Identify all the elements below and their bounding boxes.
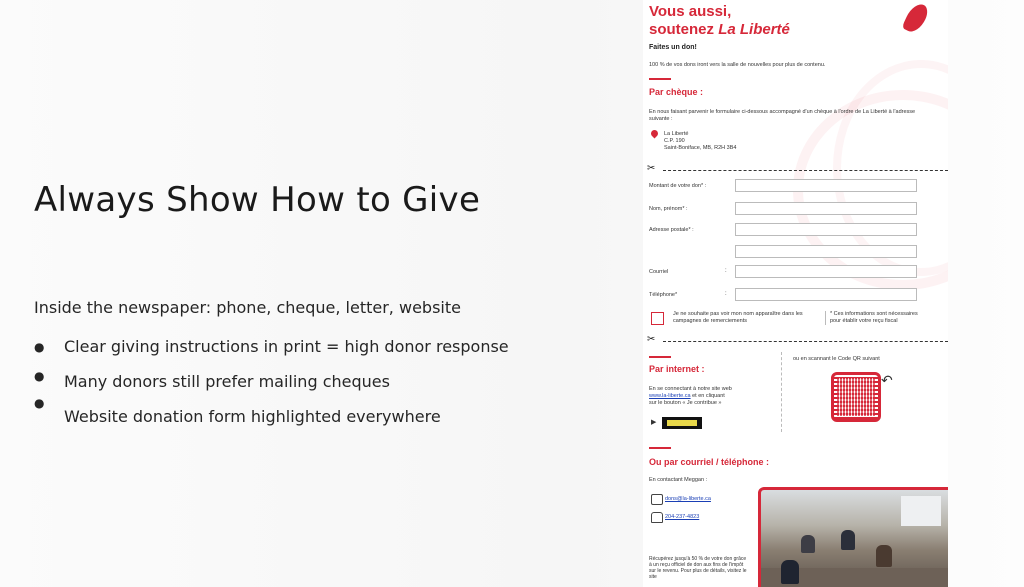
curved-arrow-icon: ↶ bbox=[881, 372, 893, 388]
website-link[interactable]: www.la-liberte.ca bbox=[649, 393, 691, 399]
cut-line bbox=[663, 341, 948, 342]
bullet-dot-icon: ● bbox=[34, 396, 45, 410]
phone-field[interactable] bbox=[735, 288, 917, 301]
bullet-item bbox=[34, 369, 509, 407]
address-field-line1[interactable] bbox=[735, 223, 917, 236]
address-label: Adresse postale* : bbox=[649, 227, 694, 233]
consent-checkbox[interactable] bbox=[651, 312, 664, 325]
address-field-line2[interactable] bbox=[735, 245, 917, 258]
bullet-dot-icon: ● bbox=[34, 369, 45, 383]
flyer-headline: Vous aussi, soutenez La Liberté bbox=[649, 3, 790, 38]
phone-colon: : bbox=[725, 291, 727, 297]
section-rule bbox=[649, 447, 671, 449]
bullet-dot-icon: ● bbox=[34, 340, 45, 354]
contribute-button[interactable] bbox=[662, 417, 702, 429]
flyer-subhead: Faites un don! bbox=[649, 44, 697, 51]
qr-caption: ou en scannant le Code QR suivant bbox=[793, 356, 880, 362]
section-rule bbox=[649, 78, 671, 80]
scissors-icon: ✂ bbox=[647, 334, 656, 345]
bullet-text: Website donation form highlighted everywhere bbox=[64, 407, 441, 426]
cheque-instructions: En nous faisant parvenir le formulaire ci-dessous accompagné d'un chèque à l'ordre de La Liberté à l'adresse suivante : bbox=[649, 109, 916, 122]
bullet-item bbox=[34, 337, 509, 372]
location-pin-icon bbox=[650, 129, 660, 139]
contact-email-link[interactable]: dons@la-liberte.ca bbox=[665, 496, 711, 502]
newsroom-photo bbox=[758, 487, 948, 587]
consent-text: Je ne souhaite pas voir mon nom apparaître dans les campagnes de remerciements bbox=[673, 311, 803, 324]
email-colon: : bbox=[725, 268, 727, 274]
bullet-text: Many donors still prefer mailing cheques bbox=[64, 372, 390, 391]
divider bbox=[781, 352, 783, 432]
amount-label: Montant de votre don* : bbox=[649, 183, 707, 189]
bullet-list bbox=[34, 337, 509, 442]
contact-text: En contactant Meggan : bbox=[649, 477, 708, 483]
internet-text: En se connectant à notre site web www.la-liberte.ca et en cliquant sur le bouton « Je contribue » bbox=[649, 386, 732, 406]
flyer-tagline: 100 % de vos dons iront vers la salle de nouvelles pour plus de contenu. bbox=[649, 62, 826, 68]
bullet-text: Clear giving instructions in print = high donor response bbox=[64, 337, 509, 356]
internet-heading: Par internet : bbox=[649, 364, 705, 374]
name-label: Nom, prénom* : bbox=[649, 206, 688, 212]
tax-note: * Ces informations sont nécessaires pour établir votre reçu fiscal bbox=[825, 311, 930, 325]
brand-swoosh-icon bbox=[902, 1, 931, 36]
email-field[interactable] bbox=[735, 265, 917, 278]
scissors-icon: ✂ bbox=[647, 163, 656, 174]
cut-line bbox=[663, 170, 948, 171]
tax-footnote: Récupérez jusqu'à 50 % de votre don grâce à un reçu officiel de don aux fins de l'impôt sur le revenu. Pour plus de détails, visitez le site bbox=[649, 556, 747, 580]
phone-label: Téléphone* bbox=[649, 292, 678, 298]
donation-flyer bbox=[643, 0, 948, 587]
phone-icon bbox=[651, 512, 663, 523]
arrow-right-icon: ▶ bbox=[651, 419, 657, 426]
name-field[interactable] bbox=[735, 202, 917, 215]
contact-phone-link[interactable]: 204-237-4823 bbox=[665, 514, 700, 520]
bullet-item bbox=[34, 396, 509, 442]
intro-text: Inside the newspaper: phone, cheque, letter, website bbox=[34, 298, 461, 317]
qr-code[interactable] bbox=[831, 372, 881, 422]
slide-title: Always Show How to Give bbox=[34, 180, 481, 220]
contact-heading: Ou par courriel / téléphone : bbox=[649, 457, 770, 467]
cheque-address: La Liberté C.P. 190 Saint-Boniface, MB, R2H 3B4 bbox=[664, 131, 737, 151]
cheque-heading: Par chèque : bbox=[649, 87, 704, 97]
amount-field[interactable] bbox=[735, 179, 917, 192]
email-label: Courriel bbox=[649, 269, 669, 275]
email-icon bbox=[651, 494, 663, 505]
section-rule bbox=[649, 356, 671, 358]
